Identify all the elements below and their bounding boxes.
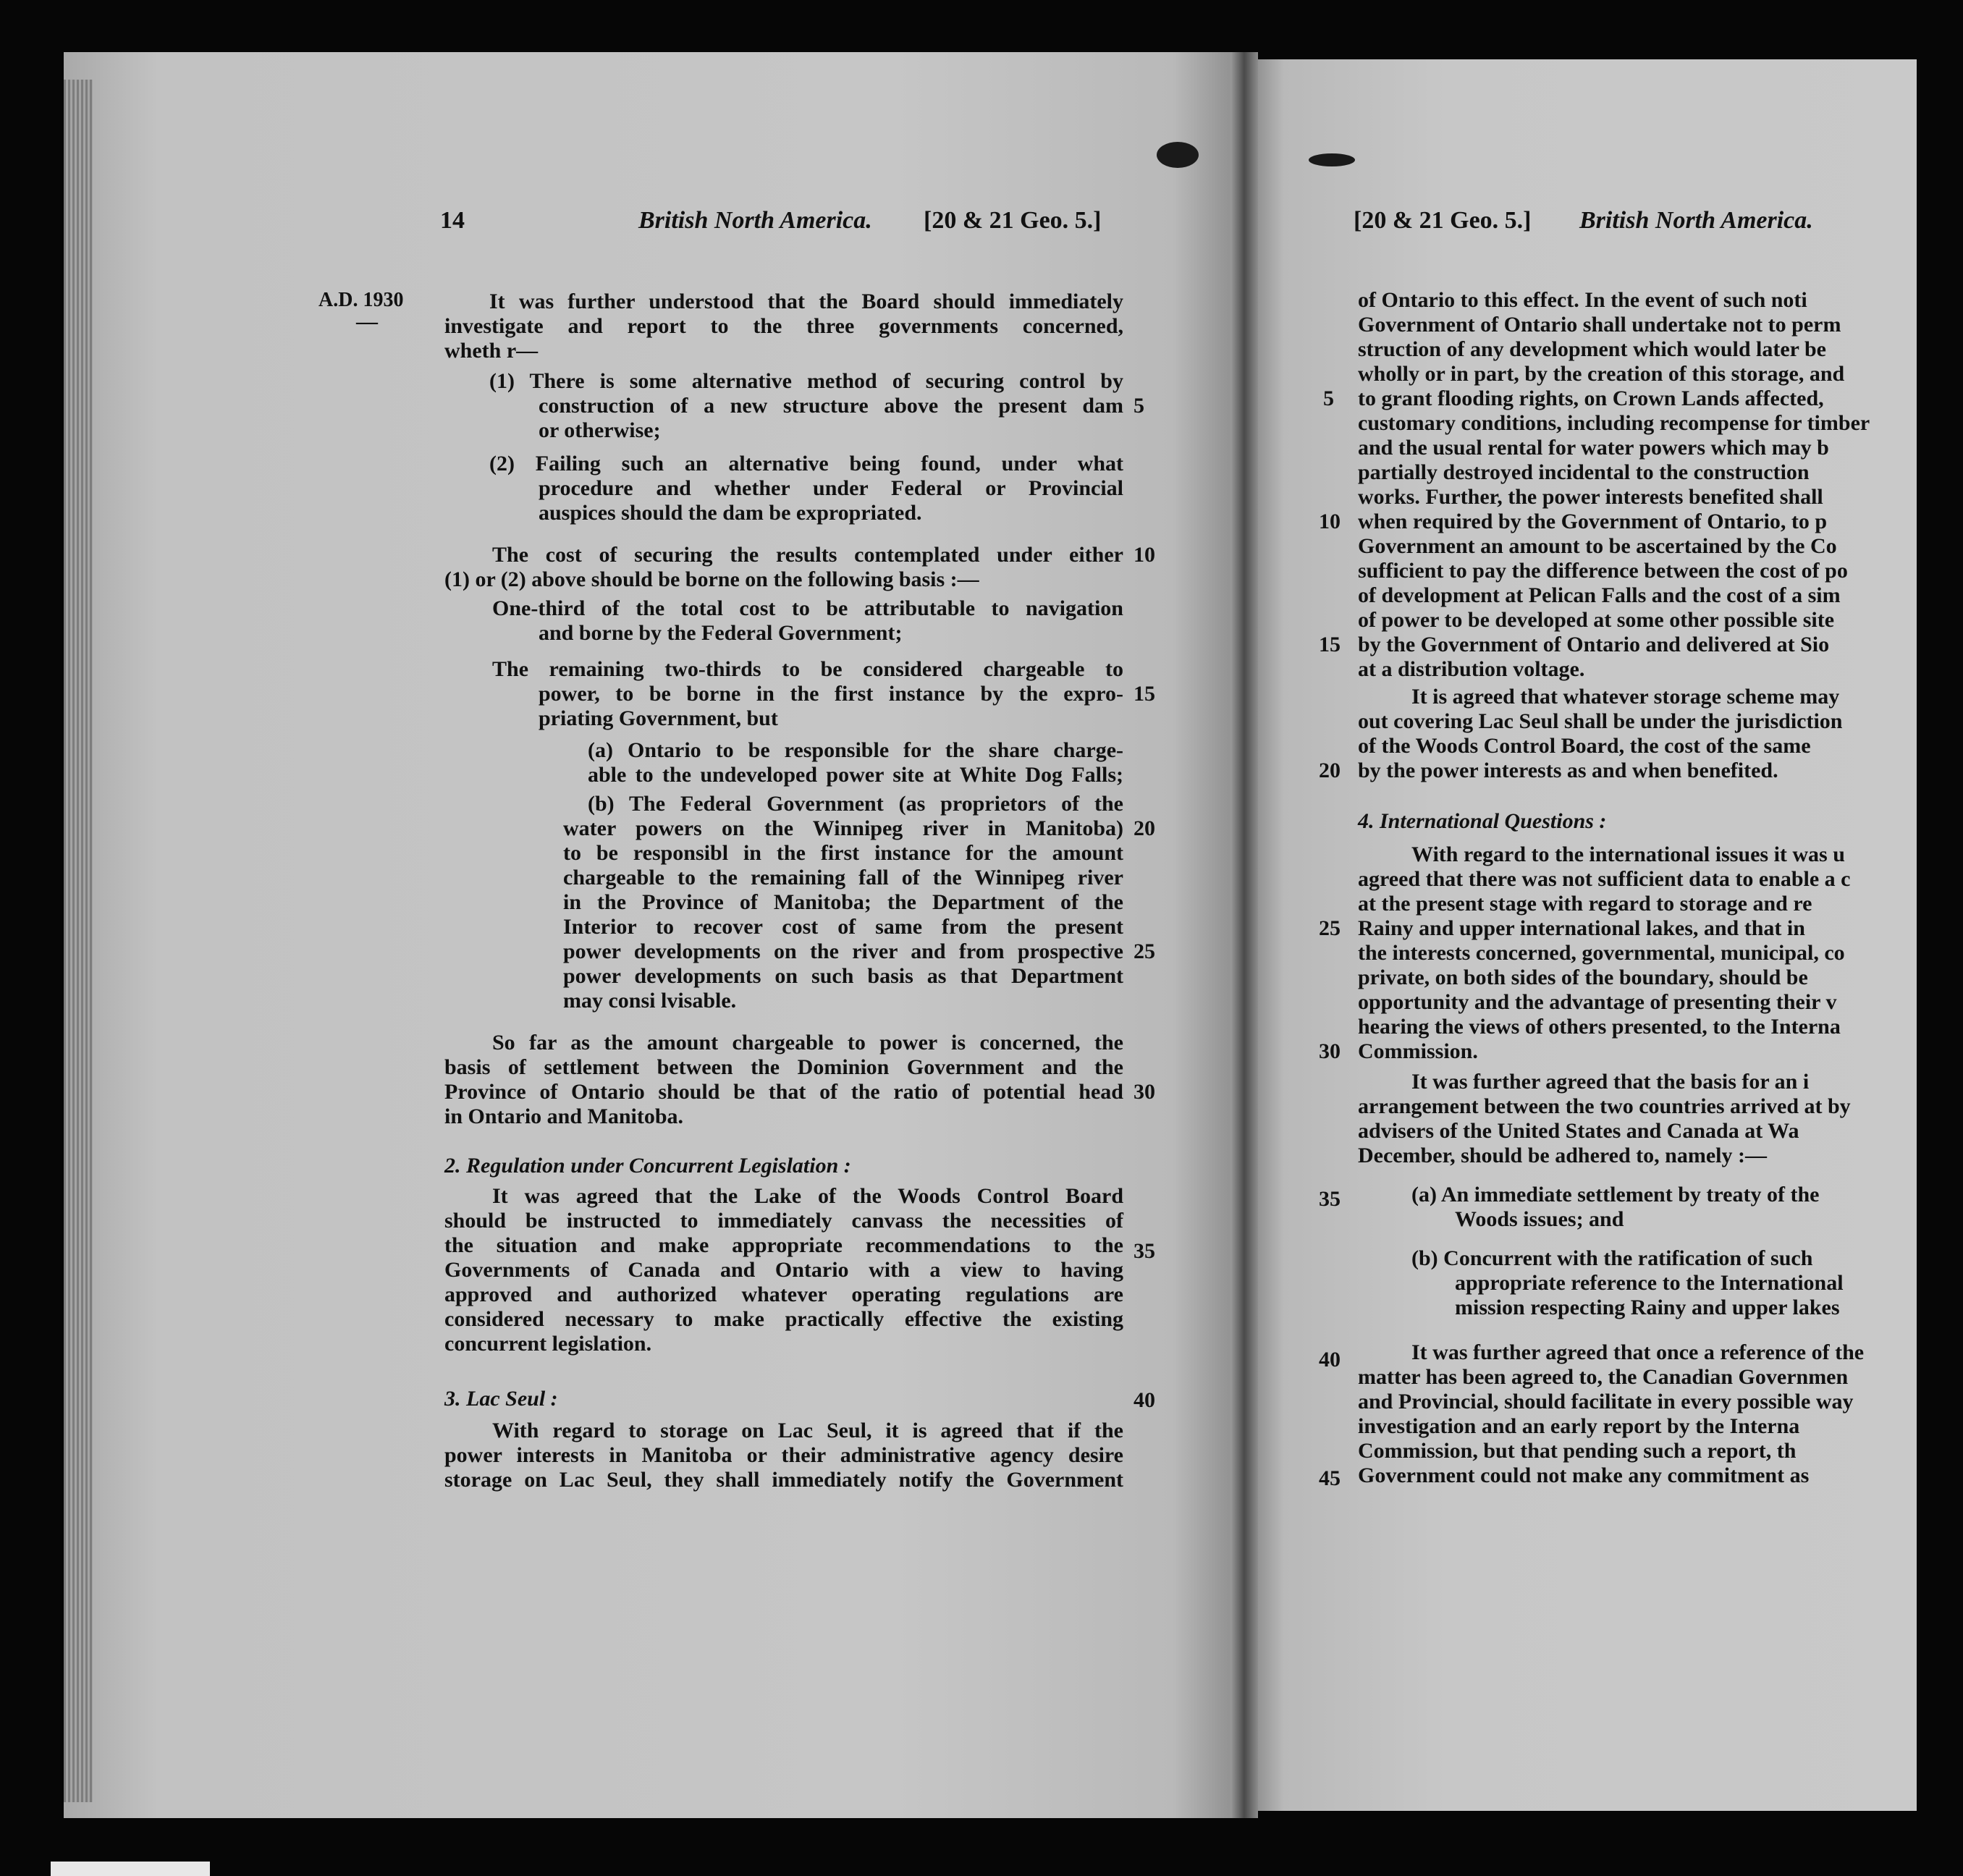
- text-line: in Ontario and Manitoba.: [444, 1104, 684, 1128]
- book-gutter: [1230, 52, 1258, 1818]
- page-stack-edge: [64, 80, 93, 1802]
- text-line: mission respecting Rainy and upper lakes: [1455, 1296, 1840, 1319]
- text-line: should be instructed to immediately canvass the necessities of: [444, 1209, 1123, 1233]
- text-line: Commission.: [1358, 1039, 1478, 1063]
- text-line: works. Further, the power interests benefited shall: [1358, 485, 1823, 509]
- text-line: of power to be developed at some other possible site: [1358, 608, 1835, 632]
- text-line: Government of Ontario shall undertake not to perm: [1358, 313, 1841, 337]
- text-line: December, should be adhered to, namely :—: [1358, 1144, 1767, 1167]
- text-line: advisers of the United States and Canada at Wa: [1358, 1119, 1799, 1143]
- text-line: It was further agreed that once a reference of the: [1411, 1340, 1865, 1364]
- text-line: when required by the Government of Ontario, to p: [1358, 510, 1828, 533]
- text-line: Woods issues; and: [1455, 1207, 1624, 1231]
- text-line: opportunity and the advantage of presenting their v: [1358, 990, 1837, 1014]
- text-line: considered necessary to make practically effective the existing: [444, 1307, 1123, 1331]
- text-line: One-third of the total cost to be attributable to navigation: [492, 596, 1123, 620]
- text-line: (a) An immediate settlement by treaty of the: [1411, 1183, 1820, 1207]
- line-number: 15: [1134, 682, 1155, 706]
- line-number: 5: [1323, 386, 1334, 410]
- line-number: 35: [1134, 1239, 1155, 1263]
- text-line: hearing the views of others presented, to the Interna: [1358, 1015, 1841, 1039]
- text-line: or otherwise;: [539, 418, 661, 442]
- text-line: It was agreed that the Lake of the Woods Control Board: [492, 1184, 1123, 1208]
- text-line: at a distribution voltage.: [1358, 657, 1585, 681]
- text-line: arrangement between the two countries arrived at by: [1358, 1094, 1851, 1118]
- margin-year: A.D. 1930: [318, 289, 404, 311]
- text-line: chargeable to the remaining fall of the Winnipeg river: [563, 866, 1123, 890]
- text-line: approved and authorized whatever operating regulations are: [444, 1283, 1123, 1306]
- running-title: British North America.: [1579, 207, 1813, 234]
- text-line: Rainy and upper international lakes, and that in: [1358, 916, 1805, 940]
- line-number: 25: [1134, 939, 1155, 963]
- running-title: British North America.: [638, 207, 872, 234]
- text-line: out covering Lac Seul shall be under the jurisdiction: [1358, 709, 1843, 733]
- line-number: 40: [1319, 1348, 1341, 1372]
- text-line: (b) Concurrent with the ratification of such: [1411, 1246, 1813, 1270]
- text-line: sufficient to pay the difference between the cost of po: [1358, 559, 1848, 583]
- text-line: With regard to the international issues it was u: [1411, 842, 1845, 866]
- text-line: may consi lvisable.: [563, 989, 737, 1013]
- page-number: 14: [440, 207, 465, 234]
- text-line: water powers on the Winnipeg river in Manitoba): [563, 816, 1123, 840]
- text-line: It was further understood that the Board should immediately: [489, 290, 1123, 313]
- text-line: and the usual rental for water powers which may b: [1358, 436, 1829, 460]
- text-line: the interests concerned, governmental, municipal, co: [1358, 941, 1845, 965]
- text-line: The cost of securing the results contemplated under either: [492, 543, 1123, 567]
- text-line: auspices should the dam be expropriated.: [539, 501, 922, 525]
- text-line: basis of settlement between the Dominion Government and the: [444, 1055, 1123, 1079]
- text-line: investigate and report to the three governments concerned,: [444, 314, 1123, 338]
- page-hole: [1309, 153, 1355, 166]
- text-line: power developments on such basis as that Department: [563, 964, 1123, 988]
- text-line: Commission, but that pending such a report, th: [1358, 1439, 1797, 1463]
- text-line: power interests in Manitoba or their administrative agency desire: [444, 1443, 1123, 1467]
- text-line: private, on both sides of the boundary, should be: [1358, 966, 1808, 989]
- line-number: 10: [1134, 543, 1155, 567]
- text-line: to grant flooding rights, on Crown Lands affected,: [1358, 386, 1824, 410]
- line-number: 30: [1319, 1039, 1341, 1063]
- line-number: 10: [1319, 510, 1341, 533]
- text-line: and borne by the Federal Government;: [539, 621, 903, 645]
- margin-dash: —: [356, 310, 378, 334]
- page-hole: [1157, 142, 1199, 168]
- line-number: 25: [1319, 916, 1341, 940]
- text-line: investigation and an early report by the Interna: [1358, 1414, 1800, 1438]
- section-heading: 3. Lac Seul :: [444, 1387, 558, 1411]
- text-line: partially destroyed incidental to the construction: [1358, 460, 1810, 484]
- text-line: With regard to storage on Lac Seul, it is agreed that if the: [492, 1419, 1123, 1442]
- text-line: of Ontario to this effect. In the event of such noti: [1358, 288, 1807, 312]
- text-line: customary conditions, including recompense for timber: [1358, 411, 1870, 435]
- line-number: 20: [1134, 816, 1155, 840]
- text-line: of development at Pelican Falls and the cost of a sim: [1358, 583, 1841, 607]
- text-line: to be responsibl in the first instance for the amount: [563, 841, 1123, 865]
- text-line: (1) There is some alternative method of securing control by: [489, 369, 1123, 393]
- text-line: (a) Ontario to be responsible for the share charge-: [588, 738, 1123, 762]
- line-number: 30: [1134, 1080, 1155, 1104]
- text-line: the situation and make appropriate recommendations to the: [444, 1233, 1123, 1257]
- text-line: procedure and whether under Federal or Provincial: [539, 476, 1123, 500]
- text-line: Interior to recover cost of same from the present: [563, 915, 1123, 939]
- scan-tab: [51, 1862, 210, 1876]
- text-line: at the present stage with regard to storage and re: [1358, 892, 1812, 916]
- line-number: 5: [1134, 394, 1144, 418]
- text-line: and Provincial, should facilitate in every possible way: [1358, 1390, 1854, 1414]
- text-line: by the Government of Ontario and delivered at Sio: [1358, 633, 1830, 656]
- text-line: Province of Ontario should be that of the ratio of potential head: [444, 1080, 1123, 1104]
- text-line: storage on Lac Seul, they shall immediately notify the Government: [444, 1468, 1123, 1492]
- regnal-year: [20 & 21 Geo. 5.]: [924, 207, 1102, 234]
- text-line: in the Province of Manitoba; the Department of the: [563, 890, 1123, 914]
- text-line: power developments on the river and from prospective: [563, 939, 1123, 963]
- text-line: concurrent legislation.: [444, 1332, 652, 1356]
- text-line: (b) The Federal Government (as proprietors of the: [588, 792, 1123, 816]
- text-line: construction of a new structure above the present dam: [539, 394, 1123, 418]
- regnal-year: [20 & 21 Geo. 5.]: [1354, 207, 1532, 234]
- text-line: appropriate reference to the International: [1455, 1271, 1844, 1295]
- text-line: wholly or in part, by the creation of this storage, and: [1358, 362, 1845, 386]
- text-line: matter has been agreed to, the Canadian Governmen: [1358, 1365, 1849, 1389]
- section-heading: 4. International Questions :: [1358, 809, 1607, 833]
- text-line: agreed that there was not sufficient data to enable a c: [1358, 867, 1851, 891]
- text-line: So far as the amount chargeable to power is concerned, the: [492, 1031, 1123, 1055]
- text-line: Government could not make any commitment as: [1358, 1463, 1810, 1487]
- text-line: by the power interests as and when benefited.: [1358, 759, 1778, 782]
- section-heading: 2. Regulation under Concurrent Legislation :: [444, 1154, 851, 1178]
- text-line: power, to be borne in the first instance by the expro-: [539, 682, 1123, 706]
- text-line: (2) Failing such an alternative being found, under what: [489, 452, 1123, 476]
- text-line: The remaining two-thirds to be considered chargeable to: [492, 657, 1123, 681]
- line-number: 35: [1319, 1187, 1341, 1211]
- text-line: wheth r—: [444, 339, 539, 363]
- text-line: able to the undeveloped power site at White Dog Falls;: [588, 763, 1123, 787]
- text-line: Governments of Canada and Ontario with a view to having: [444, 1258, 1123, 1282]
- line-number: 15: [1319, 633, 1341, 656]
- text-line: of the Woods Control Board, the cost of the same: [1358, 734, 1811, 758]
- text-line: priating Government, but: [539, 706, 778, 730]
- text-line: (1) or (2) above should be borne on the following basis :—: [444, 567, 979, 591]
- text-line: Government an amount to be ascertained by the Co: [1358, 534, 1837, 558]
- text-line: struction of any development which would later be: [1358, 337, 1826, 361]
- line-number: 20: [1319, 759, 1341, 782]
- line-number: 45: [1319, 1466, 1341, 1490]
- line-number: 40: [1134, 1388, 1155, 1412]
- text-line: It was further agreed that the basis for an i: [1411, 1070, 1810, 1094]
- text-line: It is agreed that whatever storage scheme may: [1411, 685, 1840, 709]
